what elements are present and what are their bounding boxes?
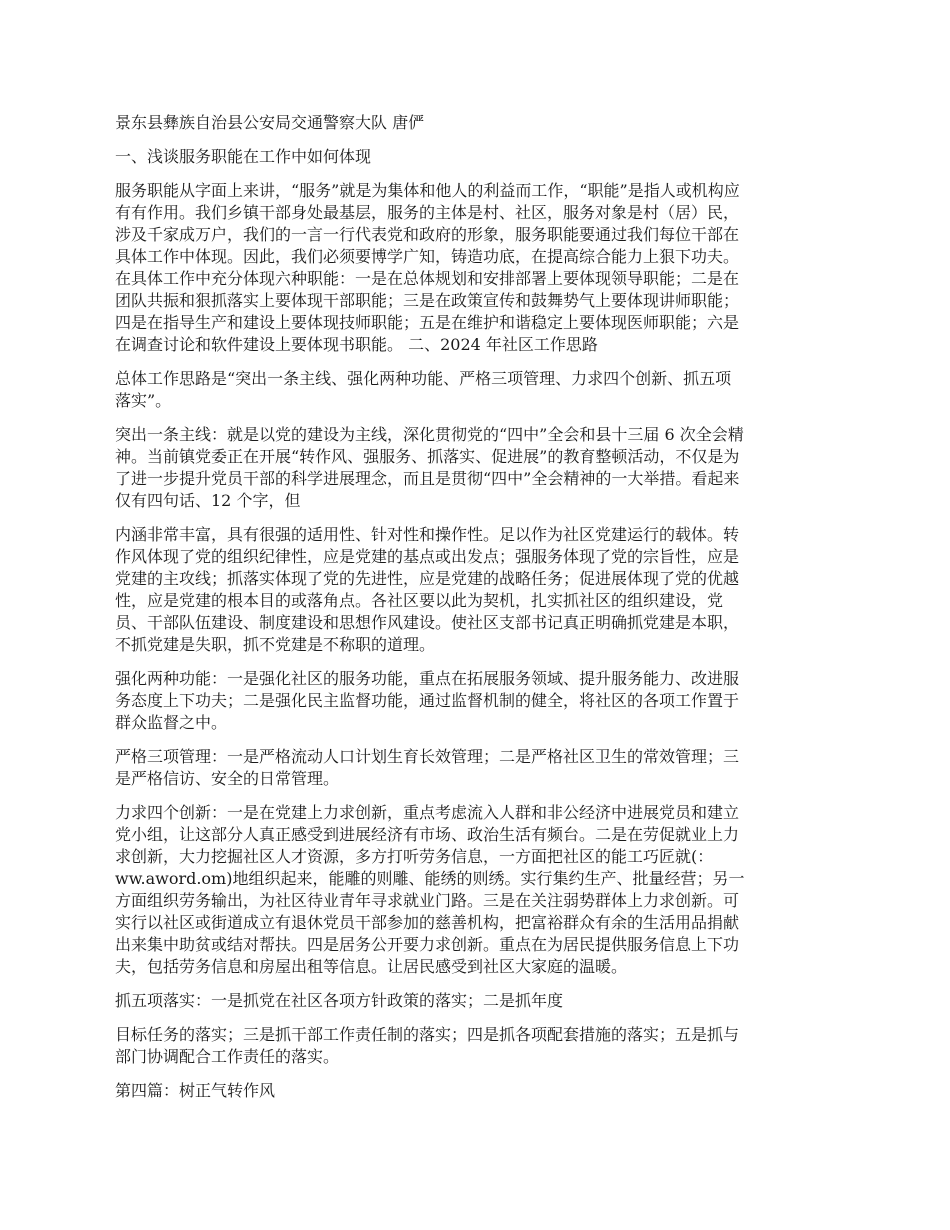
body-paragraph: 严格三项管理：一是严格流动人口计划生育长效管理；二是严格社区卫生的常效管理；三 是严格信访、安全的日常管理。 xyxy=(115,747,740,788)
body-paragraph: 服务职能从字面上来讲，“服务”就是为集体和他人的利益而工作，“职能”是指人或机构应 有有作用。我们乡镇干部身处最基层，服务的主体是村、社区，服务对象是村（居）民， 涉及千家成万户，我们的一言一行代表党和政府的形象，服务职能要通过我们每位干部在 具体工作中体现。因此，我们必须要博学广知，铸造功底，在提高综合能力上狠下功夫。 在具体工作中充分体现六种职能：一是在总体规划和安排部署上要体现领导职能；二是在 团队共振和狠抓落实上要体现干部职能；三是在政策宣传和鼓舞势气上要体现讲师职能； 四是在指导生产和建设上要体现技师职能；五是在维护和谐稳定上要体现医师职能；六是 在调查讨论和软件建设上要体现书职能。 二、2024 年社区工作思路 xyxy=(115,181,740,354)
body-paragraph: 抓五项落实：一是抓党在社区各项方针政策的落实；二是抓年度 xyxy=(115,991,564,1010)
body-paragraph: 力求四个创新：一是在党建上力求创新，重点考虑流入人群和非公经济中进展党员和建立 党小组，让这部分人真正感受到进展经济有市场、政治生活有频台。二是在劳促就业上力 求创新，大力挖掘社区人才资源，多方打听劳务信息，一方面把社区的能工巧匠就(： ww.aword.om)地组织起来，能雕的则雕、能绣的则绣。实行集约生产、批量经营；另一 方面组织劳务输出，为社区待业青年寻求就业门路。三是在关注弱势群体上力求创新。可 实行以社区或街道成立有退休党员干部参加的慈善机构，把富裕群众有余的生活用品捐献 出来集中助贫或结对帮扶。四是居务公开要力求创新。重点在为居民提供服务信息上下功 夫，包括劳务信息和房屋出租等信息。让居民感受到社区大家庭的温暖。 xyxy=(115,803,745,976)
body-paragraph: 突出一条主线：就是以党的建设为主线，深化贯彻党的“四中”全会和县十三届 6 次全会精 神。当前镇党委正在开展“转作风、强服务、抓落实、促进展”的教育整顿活动，不仅是为 了进一步提升党员干部的科学进展理念，而且是贯彻“四中”全会精神的一大举措。看起来 仅有四句话、12 个字，但 xyxy=(115,425,744,510)
document-body xyxy=(115,112,843,1114)
section-heading: 一、浅谈服务职能在工作中如何体现 xyxy=(115,147,372,166)
body-paragraph: 总体工作思路是“突出一条主线、强化两种功能、严格三项管理、力求四个创新、抓五项 落实”。 xyxy=(115,369,732,410)
author-line: 景东县彝族自治县公安局交通警察大队 唐俨 xyxy=(115,113,425,132)
body-paragraph: 内涵非常丰富，具有很强的适用性、针对性和操作性。足以作为社区党建运行的载体。转 作风体现了党的组织纪律性，应是党建的基点或出发点；强服务体现了党的宗旨性，应是 党建的主攻线；抓落实体现了党的先进性，应是党建的战略任务；促进展体现了党的优越 性，应是党建的根本目的或落角点。各社区要以此为契机，扎实抓社区的组织建设，党 员、干部队伍建设、制度建设和思想作风建设。使社区支部书记真正明确抓党建是本职， 不抓党建是失职，抓不党建是不称职的道理。 xyxy=(115,525,740,654)
body-paragraph: 目标任务的落实；三是抓干部工作责任制的落实；四是抓各项配套措施的落实；五是抓与 部门协调配合工作责任的落实。 xyxy=(115,1025,740,1066)
section-heading: 第四篇：树正气转作风 xyxy=(115,1081,276,1100)
body-paragraph: 强化两种功能：一是强化社区的服务功能，重点在拓展服务领域、提升服务能力、改进服 务态度上下功夫；二是强化民主监督功能，通过监督机制的健全，将社区的各项工作置于 群众监督之中。 xyxy=(115,669,740,732)
